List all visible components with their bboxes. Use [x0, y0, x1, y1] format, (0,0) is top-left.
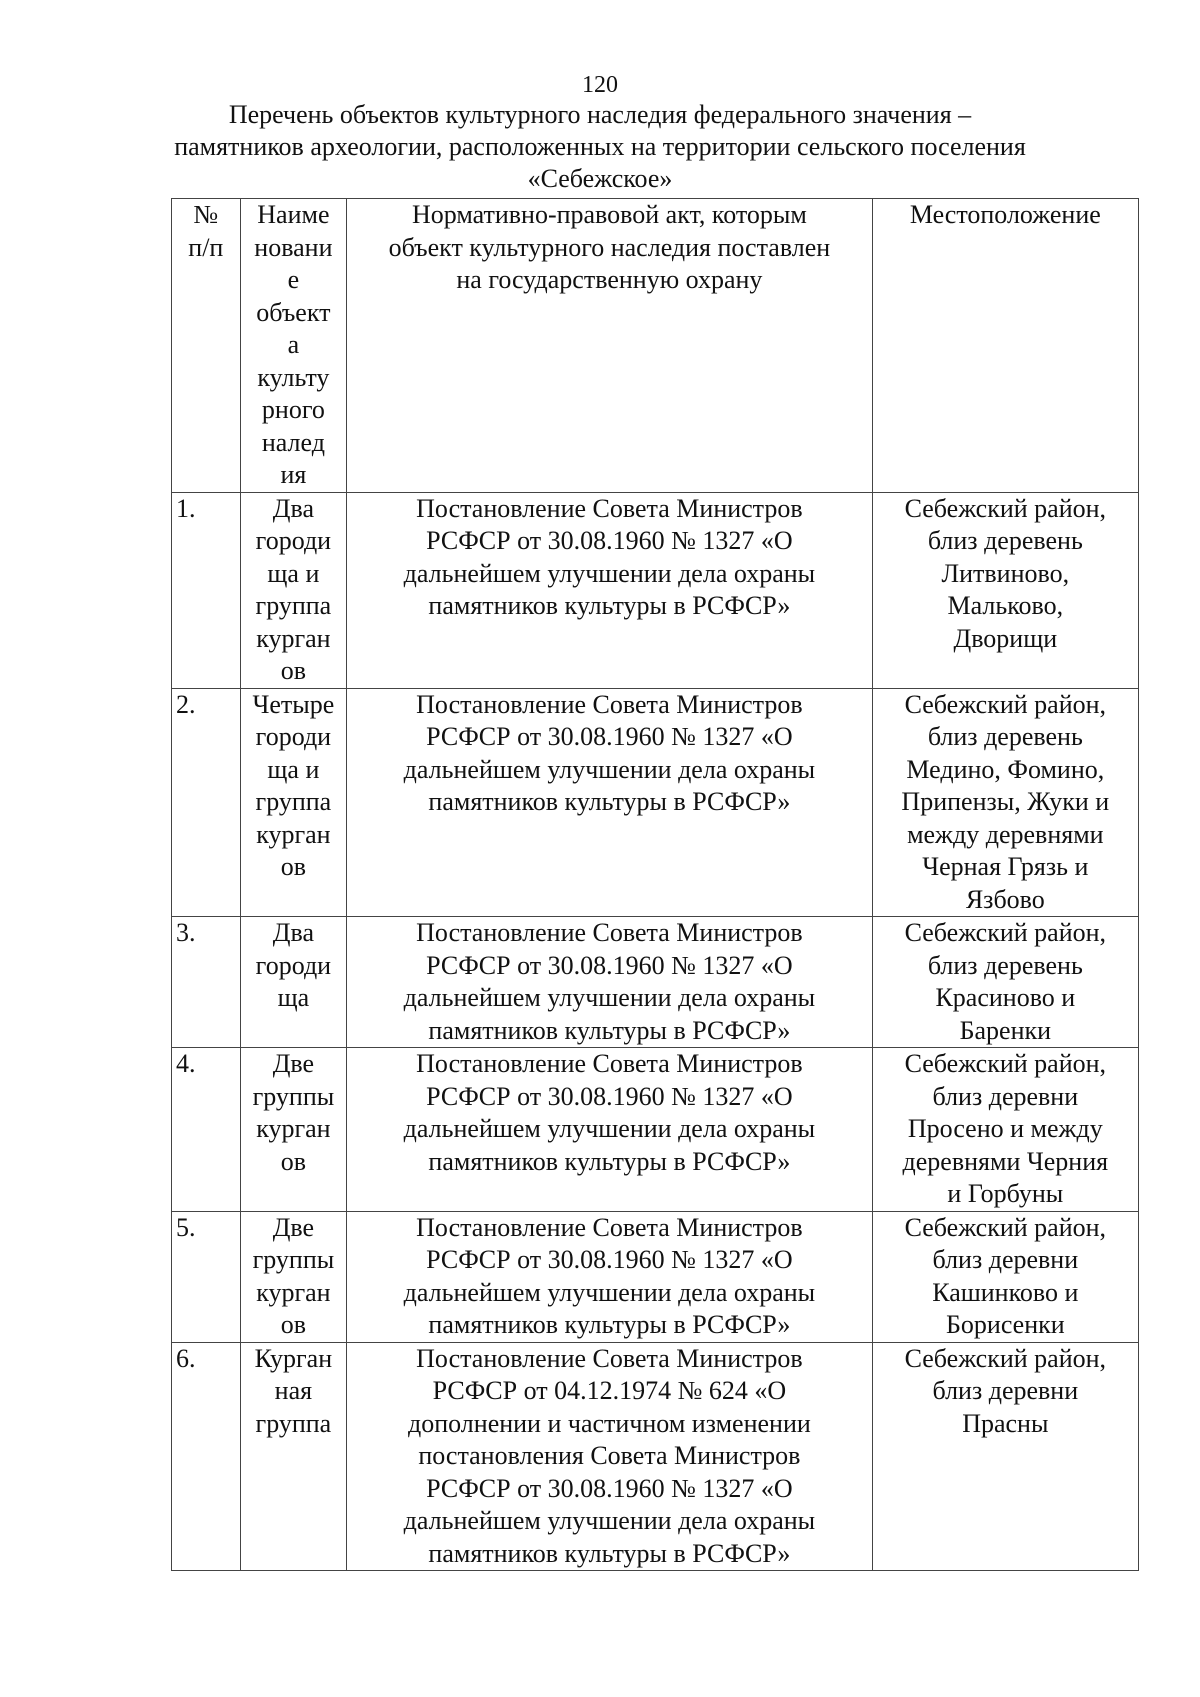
cell-text-line: памятников культуры в РСФСР» — [428, 1538, 791, 1568]
cell-text-line: группа — [255, 787, 332, 816]
cell-text-line: Черная Грязь и — [922, 852, 1089, 881]
cell-text-line: курган — [256, 819, 331, 849]
cell-text-line: Постановление Совета Министров — [416, 1212, 803, 1242]
cell-text-line: Мальково, — [947, 591, 1064, 620]
cell-text-line: ов — [280, 1146, 307, 1176]
cell-text-line: группы — [252, 1245, 335, 1274]
location-cell — [872, 1211, 1138, 1342]
cell-text-line: Баренки — [959, 1015, 1052, 1045]
location-cell — [872, 1342, 1138, 1571]
header-cell-number — [172, 199, 241, 493]
cell-text-line: близ деревни — [932, 1376, 1079, 1405]
object-name-cell — [240, 492, 347, 688]
cell-text-line: Себежский район, — [904, 918, 1107, 947]
cell-text-line: памятников культуры в РСФСР» — [428, 1146, 791, 1176]
cell-text-line: Кашинково и — [932, 1277, 1079, 1307]
cell-text-line: дальнейшем улучшении дела охраны — [403, 754, 816, 784]
cell-text-line: Четыре — [252, 689, 335, 719]
legal-act-cell — [347, 492, 872, 688]
cell-text-line: Себежский район, — [904, 493, 1107, 523]
cell-text-line: РСФСР от 30.08.1960 № 1327 «О — [426, 526, 793, 555]
cell-text-line: близ деревни — [932, 1081, 1079, 1111]
cell-text-line: е — [287, 265, 300, 294]
cell-text-line: памятников культуры в РСФСР» — [428, 591, 791, 620]
location-cell — [872, 1048, 1138, 1212]
cell-text-line: Постановление Совета Министров — [416, 1049, 803, 1078]
cell-text-line: ща и — [267, 754, 320, 784]
cell-text-line: РСФСР от 30.08.1960 № 1327 «О — [426, 722, 793, 751]
cell-text-line: Курган — [254, 1343, 333, 1373]
cell-text-line: дальнейшем улучшении дела охраны — [403, 983, 816, 1012]
table-body — [172, 492, 1139, 1571]
object-name-cell — [240, 1342, 347, 1571]
header-cell-name — [240, 199, 347, 493]
title-line: памятников археологии, расположенных на территории сельского поселения — [174, 132, 1026, 161]
cell-text-line: Дворищи — [953, 623, 1058, 653]
object-name-cell — [240, 917, 347, 1048]
cell-text-line: объект культурного наследия поставлен — [388, 232, 831, 262]
cell-text-line: Постановление Совета Министров — [416, 1343, 803, 1373]
cell-text-line: дальнейшем улучшении дела охраны — [403, 558, 816, 588]
cell-text-line: ща — [277, 983, 310, 1012]
cell-text-line: близ деревни — [932, 1245, 1079, 1274]
cell-text-line: Себежский район, — [904, 1049, 1107, 1078]
table-row — [172, 1342, 1139, 1571]
cell-text-line: РСФСР от 30.08.1960 № 1327 «О — [426, 1473, 793, 1503]
cell-text-line: Нормативно-правовой акт, которым — [411, 200, 807, 229]
cell-text-line: ов — [280, 852, 307, 881]
heritage-objects-table — [171, 198, 1139, 1571]
cell-text-line: курган — [256, 623, 331, 653]
location-cell — [872, 688, 1138, 917]
cell-text-line: ща и — [267, 558, 320, 588]
page-number: 120 — [582, 72, 618, 98]
table-row — [172, 1048, 1139, 1212]
cell-text-line: Два — [272, 493, 314, 523]
cell-text-line: Красиново и — [935, 983, 1076, 1012]
row-number-cell: 6. — [172, 1342, 241, 1571]
row-number-cell: 5. — [172, 1211, 241, 1342]
cell-text-line: Припензы, Жуки и — [901, 787, 1110, 816]
cell-text-line: близ деревень — [927, 950, 1083, 980]
cell-text-line: Постановление Совета Министров — [416, 689, 803, 719]
cell-text-line: Прасны — [962, 1408, 1049, 1438]
legal-act-cell — [347, 917, 872, 1048]
cell-text-line: Наиме — [257, 200, 330, 229]
cell-text-line: РСФСР от 04.12.1974 № 624 «О — [432, 1376, 787, 1405]
table-row — [172, 492, 1139, 688]
cell-text-line: ов — [280, 1310, 307, 1339]
object-name-cell — [240, 688, 347, 917]
cell-text-line: Местоположение — [909, 200, 1101, 229]
cell-text-line: постановления Совета Министров — [418, 1441, 801, 1470]
cell-text-line: группы — [252, 1081, 335, 1111]
title-line: Перечень объектов культурного наследия федерального значения – — [228, 100, 972, 129]
cell-text-line: памятников культуры в РСФСР» — [428, 1310, 791, 1339]
cell-text-line: курган — [256, 1277, 331, 1307]
header-cell-location — [872, 199, 1138, 493]
row-number-cell: 4. — [172, 1048, 241, 1212]
table-row — [172, 1211, 1139, 1342]
cell-text-line: Постановление Совета Министров — [416, 918, 803, 947]
cell-text-line: РСФСР от 30.08.1960 № 1327 «О — [426, 1245, 793, 1274]
cell-text-line: городи — [255, 722, 332, 751]
table-row — [172, 917, 1139, 1048]
cell-text-line: Две — [272, 1049, 315, 1078]
header-cell-act — [347, 199, 872, 493]
cell-text-line: курган — [256, 1114, 331, 1143]
cell-text-line: деревнями Черния — [902, 1146, 1109, 1176]
cell-text-line: памятников культуры в РСФСР» — [428, 787, 791, 816]
cell-text-line: группа — [255, 591, 332, 620]
cell-text-line: Постановление Совета Министров — [416, 493, 803, 523]
cell-text-line: налед — [261, 427, 325, 457]
object-name-cell — [240, 1211, 347, 1342]
cell-text-line: № — [193, 200, 219, 229]
cell-text-line: РСФСР от 30.08.1960 № 1327 «О — [426, 950, 793, 980]
table-row — [172, 688, 1139, 917]
cell-text-line: группа — [255, 1408, 332, 1438]
legal-act-cell — [347, 1211, 872, 1342]
location-cell — [872, 492, 1138, 688]
row-number-cell: 1. — [172, 492, 241, 688]
cell-text-line: ия — [280, 460, 307, 489]
cell-text-line: Литвиново, — [941, 558, 1070, 588]
cell-text-line: РСФСР от 30.08.1960 № 1327 «О — [426, 1081, 793, 1111]
cell-text-line: п/п — [188, 232, 224, 262]
legal-act-cell — [347, 1048, 872, 1212]
cell-text-line: памятников культуры в РСФСР» — [428, 1015, 791, 1045]
legal-act-cell — [347, 1342, 872, 1571]
cell-text-line: ов — [280, 656, 307, 685]
cell-text-line: Себежский район, — [904, 689, 1107, 719]
document-title — [150, 99, 1050, 195]
cell-text-line: объект — [256, 297, 331, 327]
cell-text-line: близ деревень — [927, 526, 1083, 555]
cell-text-line: между деревнями — [907, 819, 1104, 849]
location-cell — [872, 917, 1138, 1048]
cell-text-line: Просено и между — [907, 1114, 1103, 1143]
cell-text-line: Борисенки — [945, 1310, 1065, 1339]
cell-text-line: на государственную охрану — [456, 265, 763, 294]
cell-text-line: городи — [255, 950, 332, 980]
row-number-cell: 2. — [172, 688, 241, 917]
cell-text-line: Два — [272, 918, 314, 947]
cell-text-line: а — [287, 330, 300, 359]
cell-text-line: дальнейшем улучшении дела охраны — [403, 1277, 816, 1307]
cell-text-line: Себежский район, — [904, 1343, 1107, 1373]
cell-text-line: дополнении и частичном изменении — [408, 1408, 811, 1438]
cell-text-line: ная — [274, 1376, 313, 1405]
cell-text-line: близ деревень — [927, 722, 1083, 751]
cell-text-line: дальнейшем улучшении дела охраны — [403, 1506, 816, 1535]
cell-text-line: и Горбуны — [947, 1179, 1064, 1208]
cell-text-line: Себежский район, — [904, 1212, 1107, 1242]
object-name-cell — [240, 1048, 347, 1212]
row-number-cell: 3. — [172, 917, 241, 1048]
cell-text-line: Язбово — [965, 884, 1045, 914]
title-line: «Себежское» — [527, 164, 673, 193]
cell-text-line: новани — [254, 232, 333, 262]
cell-text-line: Медино, Фомино, — [906, 754, 1105, 784]
cell-text-line: городи — [255, 526, 332, 555]
cell-text-line: рного — [261, 395, 325, 424]
cell-text-line: культу — [257, 362, 330, 392]
legal-act-cell — [347, 688, 872, 917]
table-header-row — [172, 199, 1139, 493]
cell-text-line: Две — [272, 1212, 315, 1242]
cell-text-line: дальнейшем улучшении дела охраны — [403, 1114, 816, 1143]
